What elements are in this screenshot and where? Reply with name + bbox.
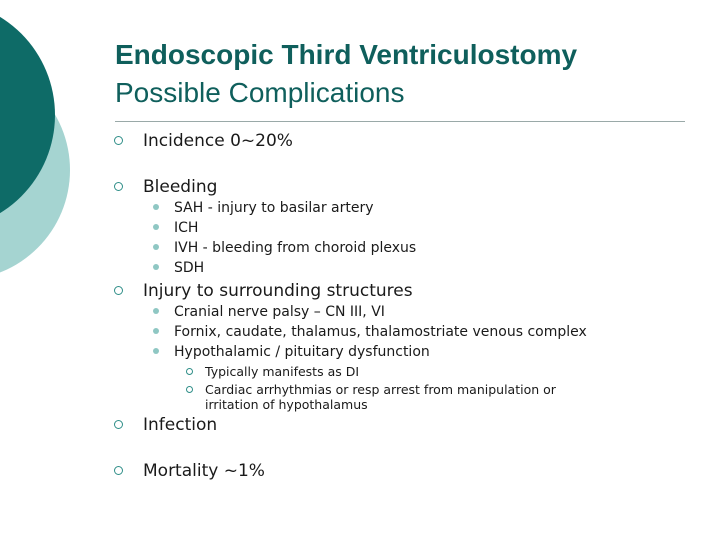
sub-sub-bullet-text: Typically manifests as DI: [205, 364, 360, 379]
sub-bullet-text: IVH - bleeding from choroid plexus: [174, 240, 417, 256]
bullet-text: Injury to surrounding structures: [143, 281, 413, 301]
sub-sub-bullet-text: Cardiac arrhythmias or resp arrest from manipulation or: [205, 382, 556, 397]
hollow-circle-bullet-icon: [114, 182, 123, 191]
hollow-circle-bullet-icon: [186, 386, 193, 393]
sub-bullet-text: Hypothalamic / pituitary dysfunction: [174, 344, 430, 360]
sub-sub-bullet-text: irritation of hypothalamus: [205, 397, 368, 412]
hollow-circle-bullet-icon: [114, 136, 123, 145]
slide-title: [115, 36, 695, 112]
sub-bullet-text: Cranial nerve palsy – CN III, VI: [174, 304, 385, 320]
hollow-circle-bullet-icon: [186, 368, 193, 375]
sub-bullet-text: SDH: [174, 260, 205, 276]
filled-dot-bullet-icon: [153, 264, 159, 270]
sub-bullet-text: ICH: [174, 220, 199, 236]
filled-dot-bullet-icon: [153, 204, 159, 210]
hollow-circle-bullet-icon: [114, 286, 123, 295]
bullet-text: Bleeding: [143, 177, 218, 197]
title-line-1: Endoscopic Third Ventriculostomy: [115, 39, 578, 70]
filled-dot-bullet-icon: [153, 224, 159, 230]
title-divider: [115, 121, 685, 122]
filled-dot-bullet-icon: [153, 348, 159, 354]
hollow-circle-bullet-icon: [114, 466, 123, 475]
bullet-text: Mortality ~1%: [143, 461, 265, 481]
decorative-circles: [0, 0, 120, 300]
sub-bullet-text: SAH - injury to basilar artery: [174, 200, 374, 216]
bullet-text: Incidence 0~20%: [143, 131, 293, 151]
filled-dot-bullet-icon: [153, 244, 159, 250]
hollow-circle-bullet-icon: [114, 420, 123, 429]
filled-dot-bullet-icon: [153, 308, 159, 314]
filled-dot-bullet-icon: [153, 328, 159, 334]
title-line-2: Possible Complications: [115, 77, 405, 108]
bullet-text: Infection: [143, 415, 218, 435]
sub-bullet-text: Fornix, caudate, thalamus, thalamostriate venous complex: [174, 324, 587, 340]
